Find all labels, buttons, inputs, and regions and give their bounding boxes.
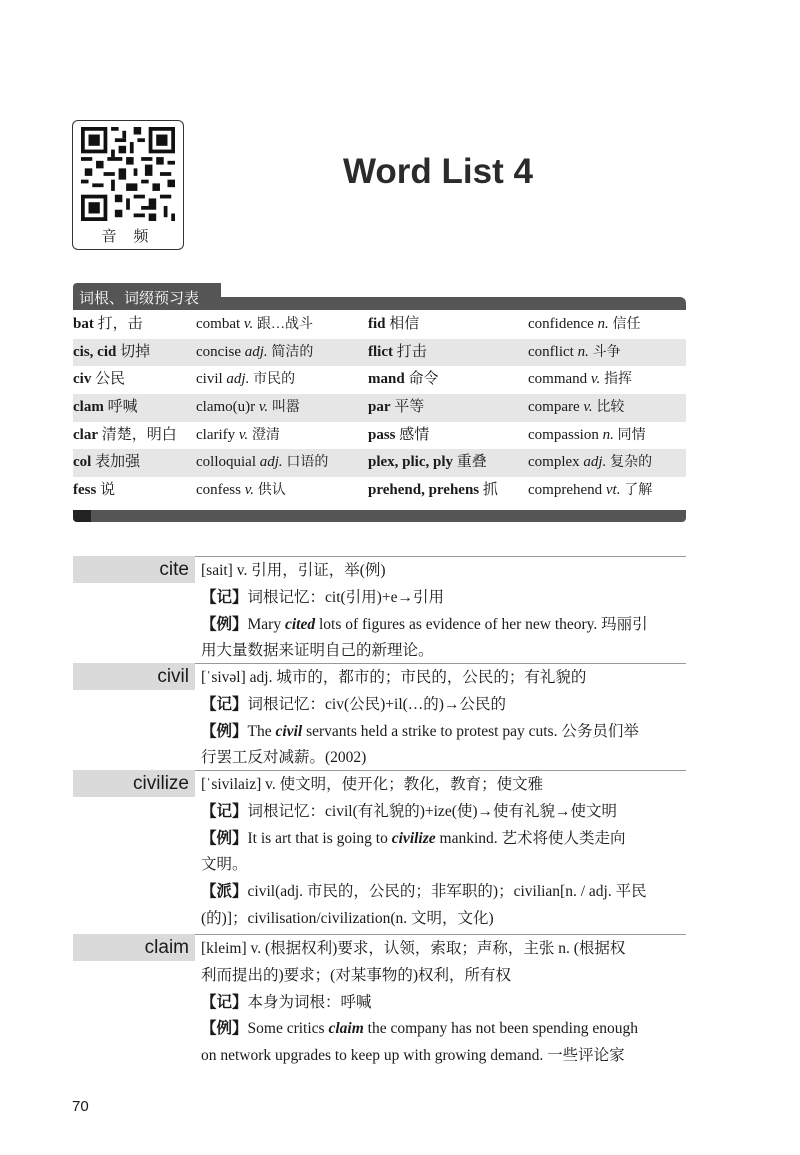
affix-table-heading: 词根、词缀预习表	[79, 289, 200, 307]
memory-tip: 【记】词根记忆：civil(有礼貌的)+ize(使)→使有礼貌→使文明	[201, 803, 618, 820]
derivatives: 【派】civil(adj. 市民的，公民的；非军职的)；civilian[n. / adj. 平民	[201, 883, 647, 900]
example: 【例】It is art that is going to civilize mankind. 艺术将使人类走向	[201, 830, 626, 847]
headword: cite	[73, 556, 195, 583]
headword: claim	[73, 934, 195, 961]
definition: [ˈsivəl] adj. 城市的，都市的；市民的，公民的；有礼貌的	[201, 669, 587, 686]
example-cont: on network upgrades to keep up with growing demand. 一些评论家	[201, 1047, 625, 1064]
example: 【例】Some critics claim the company has not been spending enough	[201, 1020, 638, 1037]
definition: [ˈsivilaiz] v. 使文明，使开化；教化，教育；使文雅	[201, 776, 544, 793]
affix-row: civ 公民 civil adj. 市民的 mand 命令 command v. 指挥	[73, 371, 632, 388]
headword: civil	[73, 663, 195, 690]
example: 【例】The civil servants held a strike to protest pay cuts. 公务员们举	[201, 723, 639, 740]
affix-table-header	[73, 283, 686, 310]
headword: civilize	[73, 770, 195, 797]
affix-row: col 表加强 colloquial adj. 口语的 plex, plic, ply 重叠 complex adj. 复杂的	[73, 449, 686, 477]
affix-row: bat 打，击 combat v. 跟…战斗 fid 相信 confidence n. 信任	[73, 316, 641, 332]
memory-tip: 【记】词根记忆：civ(公民)+il(…的)→公民的	[201, 696, 506, 713]
memory-tip: 【记】词根记忆：cit(引用)+e→引用	[201, 589, 444, 606]
qr-audio-box[interactable]	[72, 120, 184, 250]
affix-row: fess 说 confess v. 供认 prehend, prehens 抓 comprehend vt. 了解	[73, 482, 653, 499]
affix-row: clar 清楚，明白 clarify v. 澄清 pass 感情 compassion n. 同情	[73, 426, 646, 443]
example-translation: 行罢工反对减薪。(2002)	[201, 749, 367, 766]
affix-row: clam 呼喊 clamo(u)r v. 叫嚣 par 平等 compare v. 比较	[73, 394, 686, 422]
page-title: Word List 4	[343, 152, 533, 191]
affix-table-footer	[73, 510, 686, 522]
affix-row: cis, cid 切掉 concise adj. 简洁的 flict 打击 conflict n. 斗争	[73, 339, 686, 367]
page-number: 70	[72, 1098, 89, 1115]
memory-tip: 【记】本身为词根：呼喊	[201, 994, 372, 1011]
example: 【例】Mary cited lots of figures as evidence of her new theory. 玛丽引	[201, 616, 648, 633]
derivatives-cont: (的)]；civilisation/civilization(n. 文明，文化)	[201, 910, 494, 927]
definition: [sait] v. 引用，引证，举(例)	[201, 562, 386, 579]
example-translation: 用大量数据来证明自己的新理论。	[201, 642, 434, 659]
qr-code-icon	[81, 127, 175, 221]
definition-cont: 利而提出的)要求；(对某事物的)权利，所有权	[201, 967, 511, 984]
definition: [kleim] v. (根据权利)要求，认领，索取；声称，主张 n. (根据权	[201, 940, 626, 957]
affix-table	[73, 311, 686, 505]
example-translation: 文明。	[201, 856, 248, 873]
qr-label: 音 频	[101, 227, 155, 245]
